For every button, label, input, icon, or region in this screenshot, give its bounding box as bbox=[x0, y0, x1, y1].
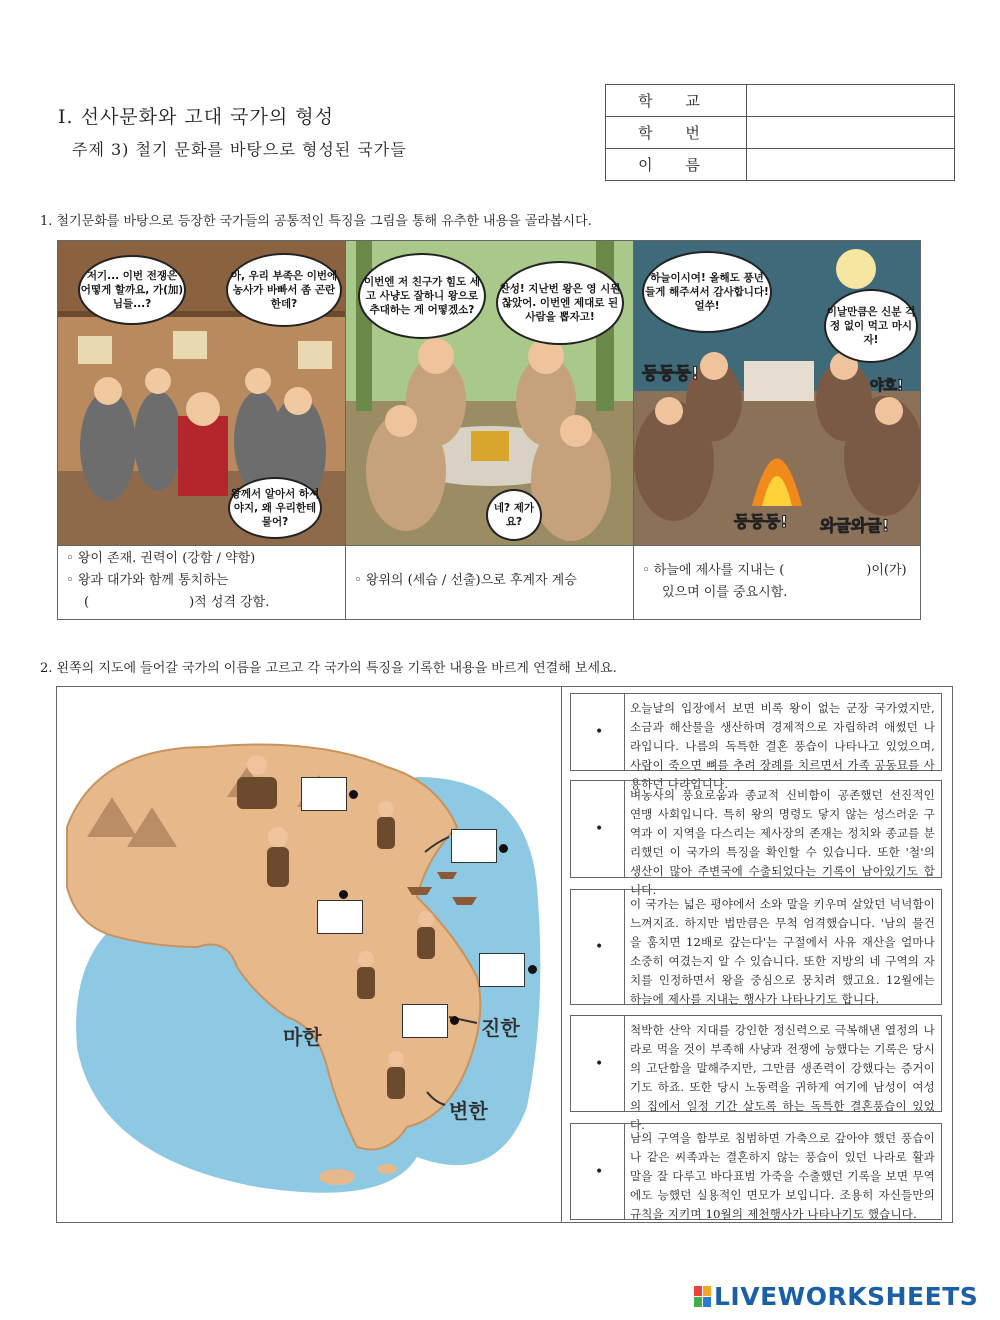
answer-cell-3 bbox=[634, 545, 920, 619]
school-label: 학 교 bbox=[606, 85, 747, 117]
card-3-bullet: • bbox=[595, 939, 604, 955]
card-4-text: 척박한 산악 지대를 강인한 정신력으로 극복해낸 열정의 나라로 먹을 것이 부족해 사냥과 전쟁에 능했다는 기록은 당시의 고단함을 말해주지만, 그만큼 생존력이 강했다는 증거이기도 하죠. 또한 당시 노동력을 귀하게 여기에 남성이 여성의 집에서 일정 기간 살도록 하는 독특한 결혼풍습이 있었다. bbox=[630, 1023, 935, 1132]
liveworksheets-logo-text: LIVEWORKSHEETS bbox=[714, 1282, 979, 1311]
card-1-connector[interactable] bbox=[571, 694, 625, 770]
map-drop-box-2[interactable] bbox=[451, 829, 497, 863]
speech-bubble-5: 찬성! 지난번 왕은 영 시원찮았어. 이번엔 제대로 된 사람을 뽑자고! bbox=[496, 261, 624, 345]
liveworksheets-logo-icon-svg bbox=[694, 1286, 712, 1308]
liveworksheets-logo bbox=[694, 1282, 978, 1311]
answer-3-text-a: ◦ 하늘에 제사를 지내는 ( bbox=[642, 563, 785, 578]
map-connector-dot-4[interactable] bbox=[528, 965, 537, 974]
description-card-1 bbox=[570, 693, 942, 791]
card-2-bullet: • bbox=[595, 821, 604, 837]
answer-1-line-1[interactable]: ◦ 왕이 존재. 권력이 (강함 / 약함) bbox=[66, 551, 256, 566]
map-connector-dot-3[interactable] bbox=[339, 890, 348, 899]
answer-2-text[interactable]: ◦ 왕위의 (세습 / 선출)으로 후계자 계승 bbox=[354, 573, 577, 588]
answer-1-line-2: ◦ 왕과 대가와 함께 통치하는 bbox=[66, 573, 229, 588]
card-4-bullet: • bbox=[595, 1055, 604, 1072]
card-5-bullet: • bbox=[595, 1163, 604, 1180]
sfx-crowd: 와글와글! bbox=[820, 516, 890, 535]
description-card-4 bbox=[570, 1015, 942, 1132]
map-label-jinhan: 진한 bbox=[481, 1016, 520, 1040]
map-drop-box-3[interactable] bbox=[317, 900, 363, 934]
answer-3-text-b: )이(가) bbox=[866, 563, 907, 578]
map-drop-box-5[interactable] bbox=[402, 1004, 448, 1038]
speech-bubble-6: 네? 제가요? bbox=[486, 489, 542, 541]
speech-bubble-4: 이번엔 저 친구가 힘도 세고 사냥도 잘하니 왕으로 추대하는 게 어떻겠소? bbox=[358, 253, 486, 339]
name-input[interactable] bbox=[747, 151, 954, 179]
card-1-text: 오늘날의 입장에서 보면 비록 왕이 없는 군장 국가였지만, 소금과 해산물을 생산하며 경제적으로 자립하려 애썼던 나라입니다. 나름의 독특한 결혼 풍습이 나타나고 있었으며, 사람이 죽으면 뼈를 추려 장례를 치르면서 가족 공동묘를 사용하던 나라입니다. bbox=[630, 701, 935, 791]
cartoon-panel-council bbox=[58, 241, 346, 545]
map-area bbox=[57, 687, 562, 1222]
cartoon-panel-festival bbox=[634, 241, 920, 545]
sfx-drum-1: 둥둥둥! bbox=[642, 364, 700, 384]
card-4-connector[interactable] bbox=[571, 1016, 625, 1111]
speech-bubble-8: 이날만큼은 신분 걱정 없이 먹고 마시자! bbox=[824, 289, 918, 363]
name-cell bbox=[747, 149, 955, 181]
map-connector-dot-2[interactable] bbox=[499, 844, 508, 853]
card-2-connector[interactable] bbox=[571, 781, 625, 877]
card-5-connector[interactable] bbox=[571, 1124, 625, 1219]
speech-bubble-7: 하늘이시여! 올해도 풍년 들게 해주셔서 감사합니다! 얼쑤! bbox=[642, 251, 772, 333]
card-3-text: 이 국가는 넓은 평야에서 소와 말을 키우며 살았던 넉넉함이 느껴지죠. 하지만 법만큼은 무척 엄격했습니다. '남의 물건을 훔치면 12배로 갚는다'는 구절에서 사유 재산을 얼마나 소중히 여겼는지 알 수 있습니다. 또한 지방의 네 구역의 자치를 인정하면서 왕을 중심으로 뭉치려 했고요. 12월에는 하늘에 제사를 지내는 행사가 나타나기도 합니다. bbox=[630, 897, 935, 1006]
sfx-drum-2: 둥둥둥! bbox=[734, 512, 788, 531]
description-card-5 bbox=[570, 1123, 942, 1220]
map-label-byeonhan: 변한 bbox=[449, 1099, 488, 1123]
speech-bubble-3: 왕께서 알아서 하셔야지, 왜 우리한테 물어? bbox=[228, 477, 322, 539]
speech-bubble-1: 저기... 이번 전쟁은 어떻게 할까요, 가(加)님들...? bbox=[78, 255, 186, 325]
map-drop-box-4[interactable] bbox=[479, 953, 525, 987]
liveworksheets-logo-icon bbox=[694, 1285, 712, 1307]
description-card-3 bbox=[570, 889, 942, 1005]
cartoon-panel-election bbox=[346, 241, 634, 545]
map-label-mahan: 마한 bbox=[283, 1025, 322, 1049]
question-2-prompt: 2. 왼쪽의 지도에 들어갈 국가의 이름을 고르고 각 국가의 특징을 기록한 내용을 바르게 연결해 보세요. bbox=[40, 661, 617, 676]
topic-title: 주제 3) 철기 문화를 바탕으로 형성된 국가들 bbox=[72, 140, 407, 159]
student-number-label: 학 번 bbox=[606, 117, 747, 149]
card-5-text: 남의 구역을 함부로 침범하면 가축으로 갚아야 했던 풍습이나 같은 씨족과는 결혼하지 않는 풍습이 있던 나라로 활과 말을 잘 다루고 바다표범 가죽을 수출했던 기록을 보면 무역에도 능했던 실용적인 면모가 보입니다. 조용히 자신들만의 규칙을 지키며 10월의 제천행사가 나타나기도 했습니다. bbox=[630, 1131, 935, 1221]
card-1-bullet: • bbox=[595, 724, 604, 740]
cartoon-box bbox=[57, 240, 921, 620]
answer-1-blank-open: ( bbox=[84, 595, 90, 610]
answer-1-blank-close: )적 성격 강함. bbox=[189, 595, 270, 610]
answer-3-line-2: 있으며 이를 중요시함. bbox=[662, 585, 788, 600]
unit-title: Ⅰ. 선사문화와 고대 국가의 형성 bbox=[58, 106, 334, 128]
school-cell bbox=[747, 85, 955, 117]
question-1-prompt: 1. 철기문화를 바탕으로 등장한 국가들의 공통적인 특징을 그림을 통해 유추한 내용을 골라봅시다. bbox=[40, 214, 592, 229]
description-card-2 bbox=[570, 780, 942, 897]
student-info-table bbox=[605, 84, 955, 181]
card-3-connector[interactable] bbox=[571, 890, 625, 1004]
student-number-input[interactable] bbox=[747, 119, 954, 147]
map-drop-box-1[interactable] bbox=[301, 777, 347, 811]
card-2-text: 벼농사의 풍요로움과 종교적 신비함이 공존했던 선진적인 연맹 사회입니다. 특히 왕의 명령도 닿지 않는 성스러운 구역과 이 지역을 다스리는 제사장의 존재는 정치와 종교를 분리했던 이 국가의 특징을 확인할 수 있습니다. 또한 '철'의 생산이 많아 주변국에 수출되었다는 기록이 남아있기도 합니다. bbox=[630, 788, 935, 897]
speech-bubble-2: 아, 우리 부족은 이번에 농사가 바빠서 좀 곤란한데? bbox=[226, 253, 342, 327]
sfx-yaho: 야호! bbox=[870, 378, 904, 394]
map-connector-dot-5[interactable] bbox=[450, 1016, 459, 1025]
answer-cell-1 bbox=[58, 545, 345, 619]
school-input[interactable] bbox=[747, 87, 954, 115]
name-label: 이 름 bbox=[606, 149, 747, 181]
student-number-cell bbox=[747, 117, 955, 149]
map-connector-dot-1[interactable] bbox=[349, 790, 358, 799]
answer-cell-2 bbox=[346, 545, 633, 619]
